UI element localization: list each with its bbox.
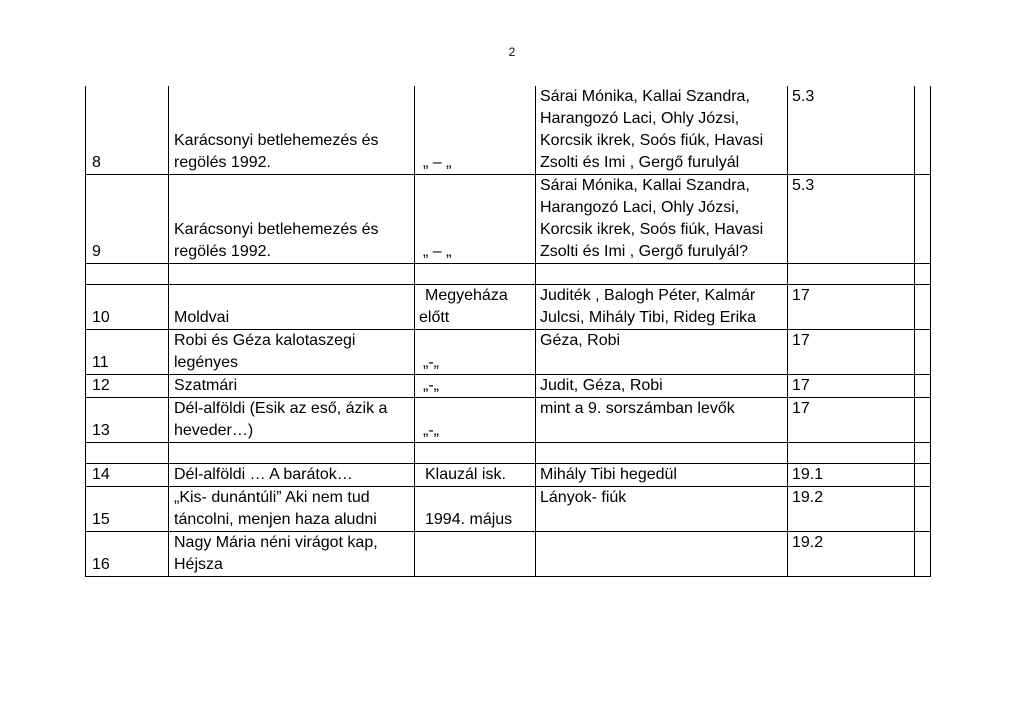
dance-title: Nagy Mária néni virágot kap, Héjsza xyxy=(169,532,415,577)
dance-title: Karácsonyi betlehemezés és regölés 1992. xyxy=(169,86,415,175)
row-number: 15 xyxy=(86,487,169,532)
place: „ – „ xyxy=(415,175,536,264)
spacer-cell xyxy=(915,86,931,175)
table-row xyxy=(86,86,931,175)
row-number: 8 xyxy=(86,86,169,175)
place xyxy=(415,532,536,577)
performers: Judit, Géza, Robi xyxy=(536,375,788,398)
reference: 17 xyxy=(788,285,915,330)
row-number: 16 xyxy=(86,532,169,577)
dance-table xyxy=(85,86,931,577)
row-number: 12 xyxy=(86,375,169,398)
place: „-„ xyxy=(415,330,536,375)
place: „-„ xyxy=(415,375,536,398)
performers: Sárai Mónika, Kallai Szandra, Harangozó Laci, Ohly Józsi, Korcsik ikrek, Soós fiúk, Havasi Zsolti és Imi , Gergő furulyál xyxy=(536,86,788,175)
dance-title: Karácsonyi betlehemezés és regölés 1992. xyxy=(169,175,415,264)
spacer-cell xyxy=(915,398,931,443)
performers xyxy=(536,532,788,577)
place: „ – „ xyxy=(415,86,536,175)
spacer-cell xyxy=(915,464,931,487)
reference: 17 xyxy=(788,398,915,443)
table-row xyxy=(86,330,931,375)
row-number: 11 xyxy=(86,330,169,375)
table-row xyxy=(86,464,931,487)
dance-title: Szatmári xyxy=(169,375,415,398)
reference: 19.1 xyxy=(788,464,915,487)
place: „-„ xyxy=(415,398,536,443)
empty-row xyxy=(86,264,931,285)
reference: 5.3 xyxy=(788,86,915,175)
performers: Géza, Robi xyxy=(536,330,788,375)
row-number: 9 xyxy=(86,175,169,264)
empty-row xyxy=(86,443,931,464)
dance-title: Dél-alföldi (Esik az eső, ázik a heveder…) xyxy=(169,398,415,443)
dance-title: Moldvai xyxy=(169,285,415,330)
spacer-cell xyxy=(915,175,931,264)
performers: Mihály Tibi hegedül xyxy=(536,464,788,487)
performers: Juditék , Balogh Péter, Kalmár Julcsi, Mihály Tibi, Rideg Erika xyxy=(536,285,788,330)
table-row xyxy=(86,175,931,264)
dance-title: Dél-alföldi … A barátok… xyxy=(169,464,415,487)
row-number: 14 xyxy=(86,464,169,487)
place: Megyeháza előtt xyxy=(415,285,536,330)
table-row xyxy=(86,487,931,532)
row-number: 10 xyxy=(86,285,169,330)
reference: 5.3 xyxy=(788,175,915,264)
table-row xyxy=(86,285,931,330)
spacer-cell xyxy=(915,330,931,375)
spacer-cell xyxy=(915,375,931,398)
dance-title: Robi és Géza kalotaszegi legényes xyxy=(169,330,415,375)
place: Klauzál isk. xyxy=(415,464,536,487)
row-number: 13 xyxy=(86,398,169,443)
reference: 17 xyxy=(788,330,915,375)
reference: 19.2 xyxy=(788,532,915,577)
reference: 19.2 xyxy=(788,487,915,532)
performers: Lányok- fiúk xyxy=(536,487,788,532)
table-row xyxy=(86,375,931,398)
spacer-cell xyxy=(915,285,931,330)
page-number: 2 xyxy=(508,45,516,59)
performers: mint a 9. sorszámban levők xyxy=(536,398,788,443)
spacer-cell xyxy=(915,487,931,532)
reference: 17 xyxy=(788,375,915,398)
place: 1994. május xyxy=(415,487,536,532)
table-row xyxy=(86,532,931,577)
performers: Sárai Mónika, Kallai Szandra, Harangozó Laci, Ohly Józsi, Korcsik ikrek, Soós fiúk, Havasi Zsolti és Imi , Gergő furulyál? xyxy=(536,175,788,264)
spacer-cell xyxy=(915,532,931,577)
dance-title: „Kis- dunántúli” Aki nem tud táncolni, menjen haza aludni xyxy=(169,487,415,532)
table-row xyxy=(86,398,931,443)
